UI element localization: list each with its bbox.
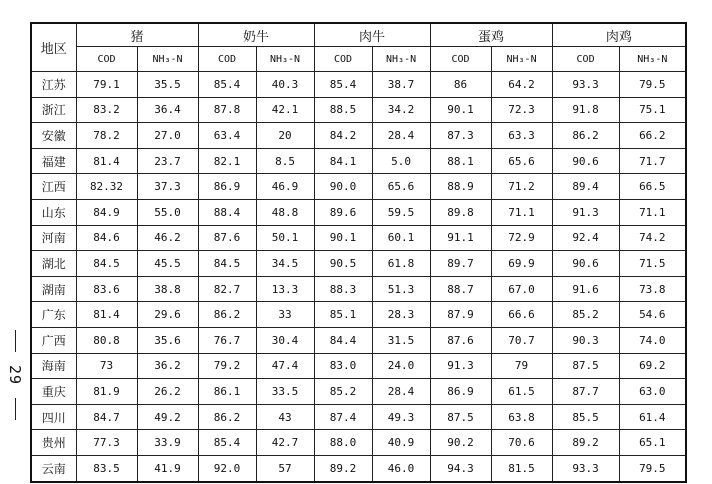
value-cell: 86.2 [552, 123, 619, 149]
value-cell: 57 [256, 455, 314, 481]
value-cell: 43 [256, 404, 314, 430]
value-cell: 70.6 [491, 430, 552, 456]
value-cell: 46.0 [372, 455, 430, 481]
sub-header: NH₃-N [619, 47, 686, 72]
value-cell: 63.8 [491, 404, 552, 430]
sub-header: COD [430, 47, 491, 72]
region-cell: 河南 [31, 225, 76, 251]
value-cell: 79.1 [76, 72, 137, 98]
value-cell: 84.5 [76, 251, 137, 277]
page-number-dash-top [15, 330, 16, 352]
value-cell: 86.9 [198, 174, 256, 200]
table-row [31, 302, 686, 328]
value-cell: 91.1 [430, 225, 491, 251]
value-cell: 89.2 [314, 455, 372, 481]
value-cell: 87.9 [430, 302, 491, 328]
value-cell: 89.8 [430, 199, 491, 225]
value-cell: 13.3 [256, 276, 314, 302]
value-cell: 88.7 [430, 276, 491, 302]
value-cell: 69.2 [619, 353, 686, 379]
value-cell: 36.4 [137, 97, 198, 123]
value-cell: 61.4 [619, 404, 686, 430]
region-cell: 湖南 [31, 276, 76, 302]
group-header: 奶牛 [198, 23, 314, 47]
region-cell: 云南 [31, 455, 76, 481]
value-cell: 92.0 [198, 455, 256, 481]
value-cell: 88.9 [430, 174, 491, 200]
region-cell: 贵州 [31, 430, 76, 456]
value-cell: 79.5 [619, 72, 686, 98]
value-cell: 90.6 [552, 148, 619, 174]
value-cell: 77.3 [76, 430, 137, 456]
sub-header: COD [198, 47, 256, 72]
value-cell: 89.6 [314, 199, 372, 225]
value-cell: 71.7 [619, 148, 686, 174]
value-cell: 84.6 [76, 225, 137, 251]
region-cell: 江苏 [31, 72, 76, 98]
value-cell: 64.2 [491, 72, 552, 98]
value-cell: 92.4 [552, 225, 619, 251]
table-row [31, 379, 686, 405]
value-cell: 51.3 [372, 276, 430, 302]
group-header: 肉鸡 [552, 23, 686, 47]
value-cell: 87.8 [198, 97, 256, 123]
value-cell: 87.5 [430, 404, 491, 430]
value-cell: 63.3 [491, 123, 552, 149]
value-cell: 37.3 [137, 174, 198, 200]
value-cell: 90.1 [430, 97, 491, 123]
value-cell: 85.5 [552, 404, 619, 430]
value-cell: 60.1 [372, 225, 430, 251]
value-cell: 71.5 [619, 251, 686, 277]
value-cell: 31.5 [372, 327, 430, 353]
value-cell: 88.3 [314, 276, 372, 302]
sub-header: COD [552, 47, 619, 72]
table-row [31, 97, 686, 123]
value-cell: 33.5 [256, 379, 314, 405]
value-cell: 90.0 [314, 174, 372, 200]
value-cell: 86 [430, 72, 491, 98]
value-cell: 34.2 [372, 97, 430, 123]
value-cell: 42.7 [256, 430, 314, 456]
value-cell: 89.7 [430, 251, 491, 277]
value-cell: 74.2 [619, 225, 686, 251]
value-cell: 38.7 [372, 72, 430, 98]
region-header: 地区 [31, 23, 76, 72]
value-cell: 24.0 [372, 353, 430, 379]
value-cell: 83.0 [314, 353, 372, 379]
table-row [31, 327, 686, 353]
value-cell: 78.2 [76, 123, 137, 149]
table-row [31, 251, 686, 277]
table-row [31, 455, 686, 481]
value-cell: 82.32 [76, 174, 137, 200]
sub-header: COD [314, 47, 372, 72]
value-cell: 88.5 [314, 97, 372, 123]
data-table [30, 22, 687, 483]
value-cell: 71.1 [619, 199, 686, 225]
value-cell: 66.6 [491, 302, 552, 328]
value-cell: 86.2 [198, 404, 256, 430]
value-cell: 33.9 [137, 430, 198, 456]
value-cell: 90.6 [552, 251, 619, 277]
table-row [31, 404, 686, 430]
value-cell: 81.5 [491, 455, 552, 481]
value-cell: 83.5 [76, 455, 137, 481]
sub-header: NH₃-N [256, 47, 314, 72]
value-cell: 73 [76, 353, 137, 379]
value-cell: 86.2 [198, 302, 256, 328]
value-cell: 72.3 [491, 97, 552, 123]
value-cell: 84.1 [314, 148, 372, 174]
value-cell: 47.4 [256, 353, 314, 379]
page-number [3, 300, 27, 450]
group-header: 肉牛 [314, 23, 430, 47]
group-header: 猪 [76, 23, 198, 47]
value-cell: 84.2 [314, 123, 372, 149]
value-cell: 65.1 [619, 430, 686, 456]
value-cell: 87.7 [552, 379, 619, 405]
value-cell: 61.8 [372, 251, 430, 277]
region-cell: 湖北 [31, 251, 76, 277]
page-number-text: 29 [6, 364, 24, 386]
value-cell: 46.2 [137, 225, 198, 251]
value-cell: 35.5 [137, 72, 198, 98]
value-cell: 85.4 [198, 72, 256, 98]
region-cell: 海南 [31, 353, 76, 379]
value-cell: 85.4 [314, 72, 372, 98]
sub-header: NH₃-N [137, 47, 198, 72]
value-cell: 90.2 [430, 430, 491, 456]
value-cell: 88.4 [198, 199, 256, 225]
region-cell: 江西 [31, 174, 76, 200]
value-cell: 23.7 [137, 148, 198, 174]
value-cell: 81.4 [76, 302, 137, 328]
value-cell: 84.5 [198, 251, 256, 277]
value-cell: 85.4 [198, 430, 256, 456]
region-cell: 浙江 [31, 97, 76, 123]
value-cell: 84.4 [314, 327, 372, 353]
value-cell: 20 [256, 123, 314, 149]
value-cell: 84.9 [76, 199, 137, 225]
sub-header: NH₃-N [372, 47, 430, 72]
table-row [31, 148, 686, 174]
value-cell: 84.7 [76, 404, 137, 430]
value-cell: 28.4 [372, 379, 430, 405]
value-cell: 87.6 [198, 225, 256, 251]
table-row [31, 276, 686, 302]
value-cell: 74.0 [619, 327, 686, 353]
value-cell: 91.6 [552, 276, 619, 302]
region-cell: 山东 [31, 199, 76, 225]
value-cell: 55.0 [137, 199, 198, 225]
value-cell: 89.2 [552, 430, 619, 456]
value-cell: 82.7 [198, 276, 256, 302]
value-cell: 70.7 [491, 327, 552, 353]
value-cell: 65.6 [491, 148, 552, 174]
table-body [31, 72, 686, 482]
value-cell: 88.1 [430, 148, 491, 174]
value-cell: 87.3 [430, 123, 491, 149]
table-row [31, 430, 686, 456]
value-cell: 94.3 [430, 455, 491, 481]
value-cell: 34.5 [256, 251, 314, 277]
value-cell: 61.5 [491, 379, 552, 405]
value-cell: 87.4 [314, 404, 372, 430]
value-cell: 81.4 [76, 148, 137, 174]
group-header: 蛋鸡 [430, 23, 552, 47]
value-cell: 87.6 [430, 327, 491, 353]
sub-header: COD [76, 47, 137, 72]
value-cell: 72.9 [491, 225, 552, 251]
page-number-dash-bottom [15, 398, 16, 420]
value-cell: 80.8 [76, 327, 137, 353]
value-cell: 66.2 [619, 123, 686, 149]
value-cell: 85.1 [314, 302, 372, 328]
table-row [31, 353, 686, 379]
value-cell: 71.2 [491, 174, 552, 200]
value-cell: 50.1 [256, 225, 314, 251]
value-cell: 86.1 [198, 379, 256, 405]
value-cell: 35.6 [137, 327, 198, 353]
value-cell: 8.5 [256, 148, 314, 174]
value-cell: 69.9 [491, 251, 552, 277]
value-cell: 85.2 [314, 379, 372, 405]
value-cell: 76.7 [198, 327, 256, 353]
value-cell: 45.5 [137, 251, 198, 277]
value-cell: 73.8 [619, 276, 686, 302]
table-row [31, 72, 686, 98]
value-cell: 48.8 [256, 199, 314, 225]
data-table-container [30, 22, 685, 483]
value-cell: 41.9 [137, 455, 198, 481]
value-cell: 79.5 [619, 455, 686, 481]
value-cell: 30.4 [256, 327, 314, 353]
value-cell: 26.2 [137, 379, 198, 405]
value-cell: 27.0 [137, 123, 198, 149]
value-cell: 86.9 [430, 379, 491, 405]
value-cell: 28.4 [372, 123, 430, 149]
value-cell: 59.5 [372, 199, 430, 225]
value-cell: 66.5 [619, 174, 686, 200]
value-cell: 40.3 [256, 72, 314, 98]
value-cell: 28.3 [372, 302, 430, 328]
table-row [31, 123, 686, 149]
value-cell: 91.8 [552, 97, 619, 123]
value-cell: 85.2 [552, 302, 619, 328]
value-cell: 90.5 [314, 251, 372, 277]
value-cell: 83.6 [76, 276, 137, 302]
header-row-sub [31, 47, 686, 72]
value-cell: 63.4 [198, 123, 256, 149]
value-cell: 67.0 [491, 276, 552, 302]
region-cell: 安徽 [31, 123, 76, 149]
value-cell: 90.1 [314, 225, 372, 251]
value-cell: 29.6 [137, 302, 198, 328]
value-cell: 46.9 [256, 174, 314, 200]
value-cell: 93.3 [552, 455, 619, 481]
value-cell: 91.3 [430, 353, 491, 379]
value-cell: 81.9 [76, 379, 137, 405]
value-cell: 71.1 [491, 199, 552, 225]
value-cell: 75.1 [619, 97, 686, 123]
region-cell: 四川 [31, 404, 76, 430]
value-cell: 91.3 [552, 199, 619, 225]
region-cell: 重庆 [31, 379, 76, 405]
value-cell: 79.2 [198, 353, 256, 379]
value-cell: 5.0 [372, 148, 430, 174]
value-cell: 33 [256, 302, 314, 328]
value-cell: 49.2 [137, 404, 198, 430]
region-cell: 福建 [31, 148, 76, 174]
value-cell: 82.1 [198, 148, 256, 174]
value-cell: 88.0 [314, 430, 372, 456]
value-cell: 40.9 [372, 430, 430, 456]
value-cell: 49.3 [372, 404, 430, 430]
value-cell: 89.4 [552, 174, 619, 200]
table-row [31, 199, 686, 225]
region-cell: 广西 [31, 327, 76, 353]
value-cell: 65.6 [372, 174, 430, 200]
value-cell: 79 [491, 353, 552, 379]
value-cell: 87.5 [552, 353, 619, 379]
value-cell: 90.3 [552, 327, 619, 353]
table-row [31, 174, 686, 200]
value-cell: 83.2 [76, 97, 137, 123]
table-row [31, 225, 686, 251]
value-cell: 36.2 [137, 353, 198, 379]
sub-header: NH₃-N [491, 47, 552, 72]
value-cell: 93.3 [552, 72, 619, 98]
region-cell: 广东 [31, 302, 76, 328]
value-cell: 54.6 [619, 302, 686, 328]
value-cell: 42.1 [256, 97, 314, 123]
header-row-groups [31, 23, 686, 47]
value-cell: 63.0 [619, 379, 686, 405]
value-cell: 38.8 [137, 276, 198, 302]
